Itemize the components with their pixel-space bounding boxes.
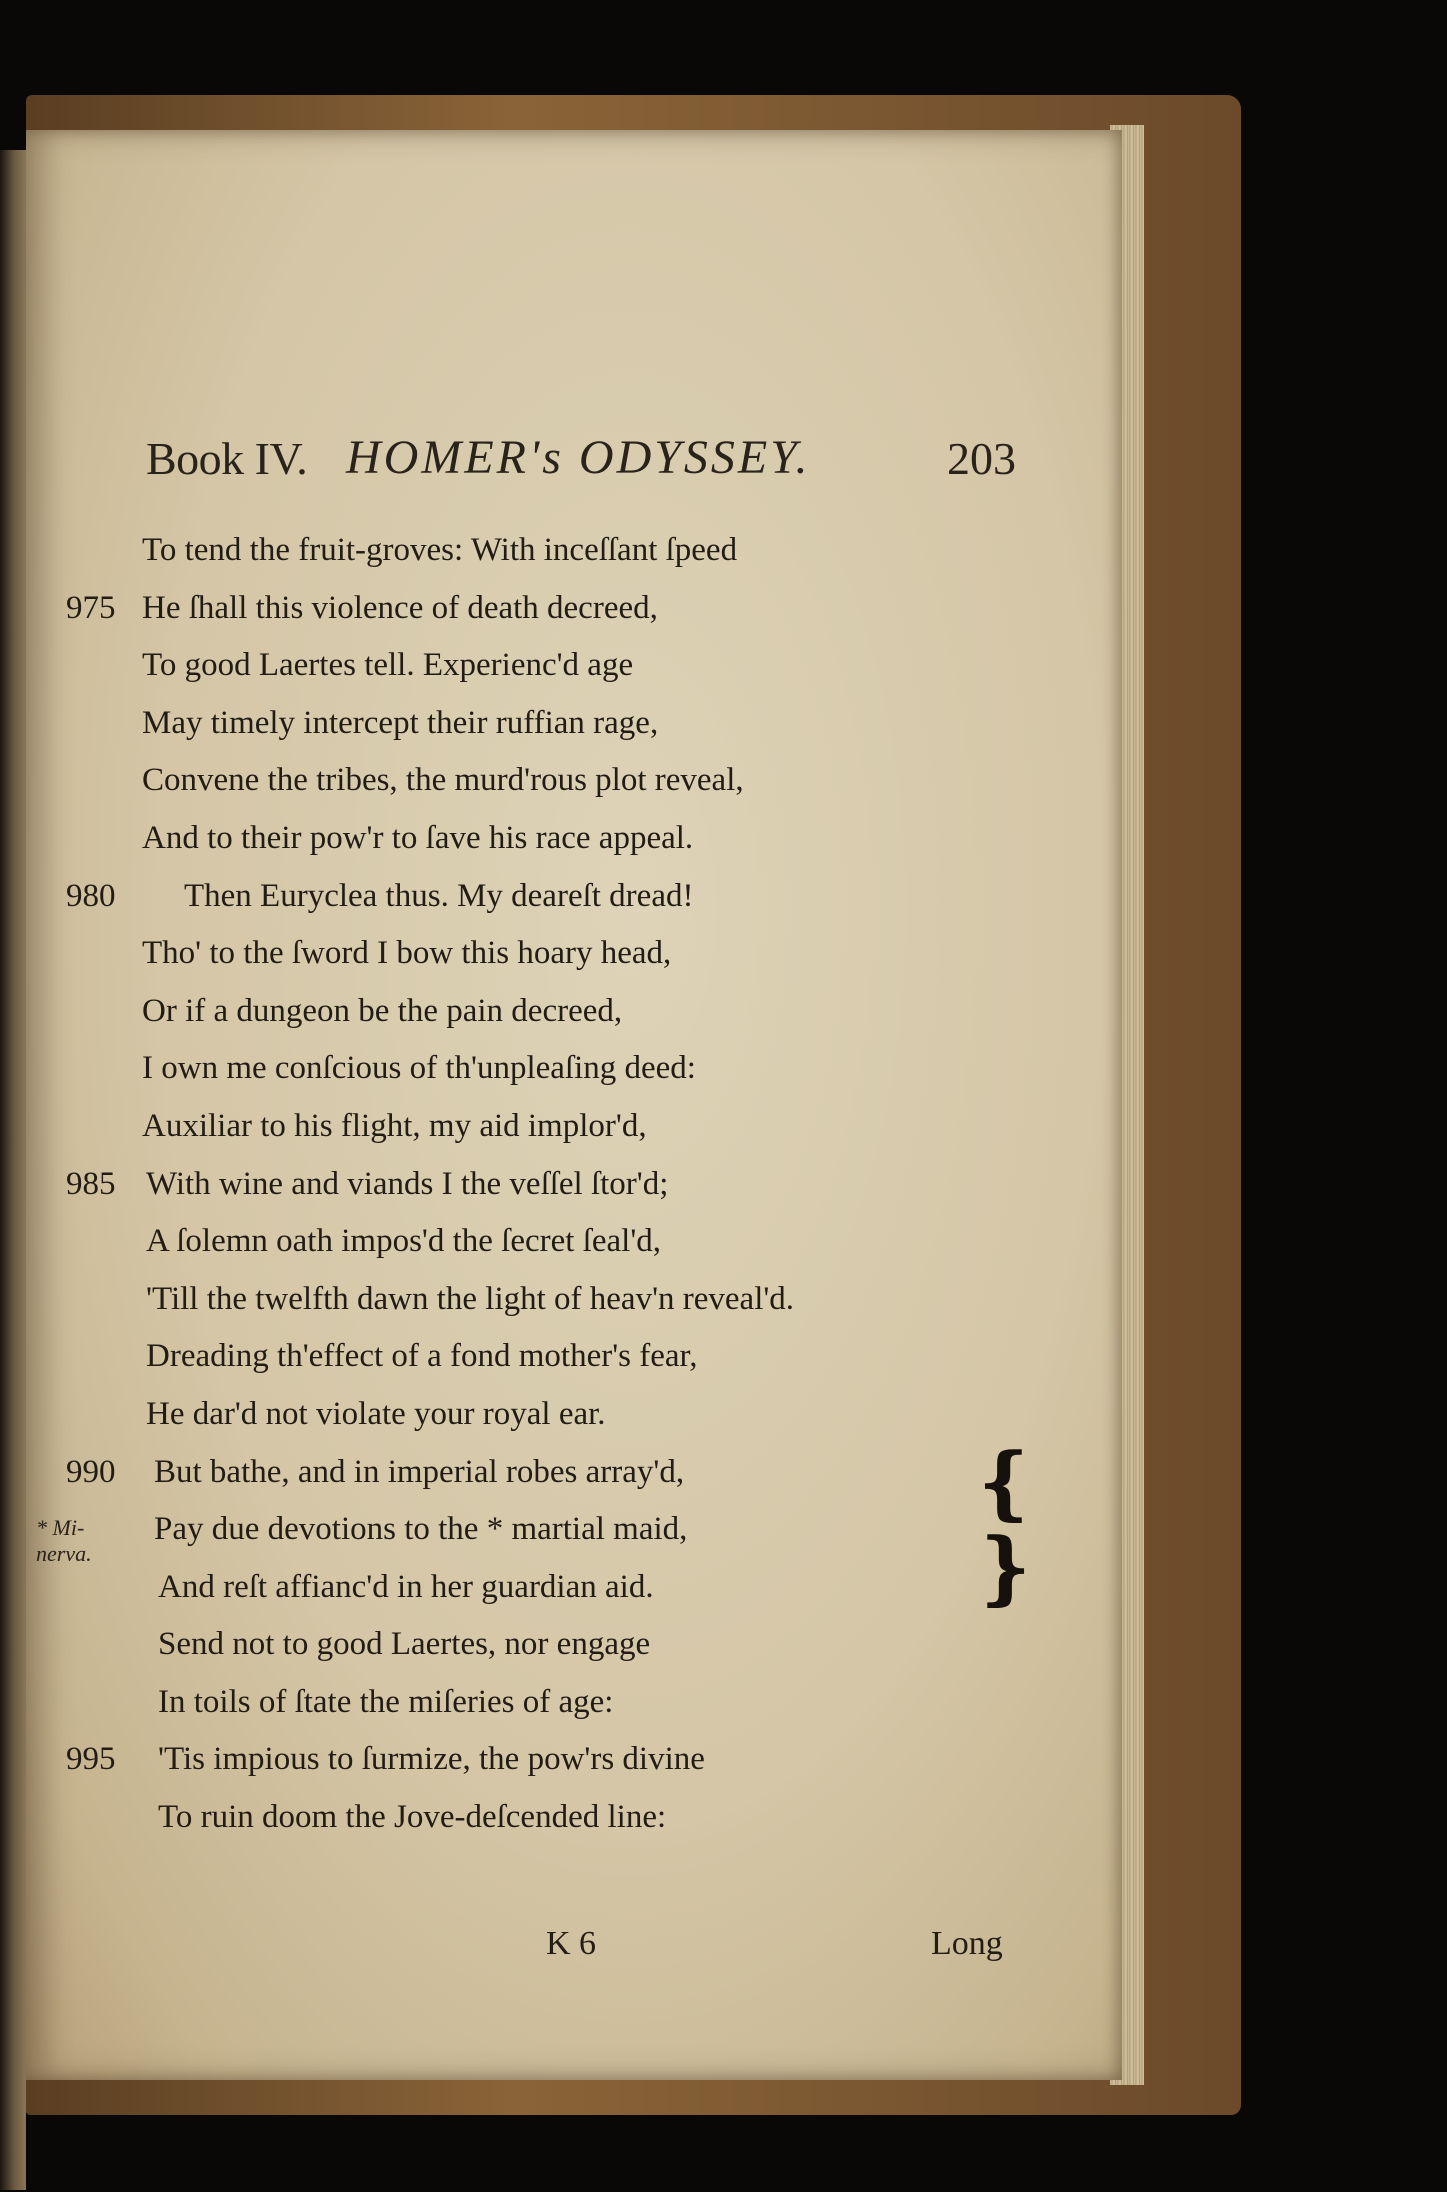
- verse-line: [66, 1098, 1106, 1156]
- verse-text: Then Euryclea thus. My deareſt dread!: [184, 877, 694, 914]
- verse-line: [66, 1731, 1106, 1789]
- verse-text: In toils of ſtate the miſeries of age:: [158, 1683, 614, 1720]
- line-number: 985: [66, 1165, 116, 1202]
- verse-text: And reſt affianc'd in her guardian aid.: [158, 1568, 654, 1605]
- verse-text: I own me conſcious of th'unpleaſing deed:: [142, 1050, 696, 1087]
- verse-line: [66, 1674, 1106, 1732]
- verse-line: [66, 522, 1106, 580]
- verse-text: Dreading th'effect of a fond mother's fear,: [146, 1338, 698, 1375]
- verse-line: [66, 752, 1106, 810]
- margin-note-line: nerva.: [36, 1541, 92, 1566]
- verse-line: [66, 810, 1106, 868]
- verse-text: Auxiliar to his flight, my aid implor'd,: [142, 1107, 647, 1144]
- verse-line: [66, 925, 1106, 983]
- verse-line: [66, 1328, 1106, 1386]
- running-head: [146, 420, 1016, 500]
- verse-line: [66, 983, 1106, 1041]
- verse-text: 'Tis impious to ſurmize, the pow'rs divine: [158, 1741, 705, 1778]
- signature-mark: K 6: [546, 1925, 597, 1962]
- verse-line: [66, 1444, 1106, 1502]
- verse-text: 'Till the twelfth dawn the light of heav'n reveal'd.: [146, 1280, 795, 1317]
- line-number: 980: [66, 877, 116, 914]
- left-page-edge: [0, 150, 26, 2190]
- verse-line: [66, 1789, 1106, 1847]
- verse-text: Pay due devotions to the * martial maid,: [154, 1511, 688, 1548]
- line-number: 975: [66, 589, 116, 626]
- verse-line: [66, 1156, 1106, 1214]
- verse-text: May timely intercept their ruffian rage,: [142, 704, 659, 741]
- verse-text: He ſhall this violence of death decreed,: [142, 589, 658, 626]
- verse-line: [66, 1040, 1106, 1098]
- poem-text: [66, 522, 1106, 1847]
- verse-text: Or if a dungeon be the pain decreed,: [142, 992, 623, 1029]
- verse-line: [66, 637, 1106, 695]
- margin-brace-mark: ❴ ❵: [971, 1436, 1039, 1614]
- verse-text: Tho' to the ſword I bow this hoary head,: [142, 935, 672, 972]
- running-title: HOMER's ODYSSEY.: [346, 431, 811, 484]
- verse-line: [66, 1271, 1106, 1329]
- verse-text: A ſolemn oath impos'd the ſecret ſeal'd,: [146, 1223, 662, 1260]
- verse-text: Convene the tribes, the murd'rous plot reveal,: [142, 762, 744, 799]
- page-number: 203: [947, 433, 1016, 484]
- verse-line: [66, 1213, 1106, 1271]
- line-number: 990: [66, 1453, 116, 1490]
- verse-line: [66, 695, 1106, 753]
- line-number: 995: [66, 1741, 116, 1778]
- verse-line: [66, 1501, 1106, 1559]
- verse-text: To good Laertes tell. Experienc'd age: [142, 647, 634, 684]
- verse-line: [66, 1559, 1106, 1617]
- verse-text: He dar'd not violate your royal ear.: [146, 1395, 606, 1432]
- verse-line: [66, 580, 1106, 638]
- margin-note-line: * Mi-: [36, 1515, 85, 1540]
- verse-text: To ruin doom the Jove-deſcended line:: [158, 1799, 667, 1836]
- catchword: Long: [931, 1925, 1003, 1962]
- verse-text: Send not to good Laertes, nor engage: [158, 1626, 651, 1663]
- verse-text: But bathe, and in imperial robes array'd,: [154, 1453, 685, 1490]
- verse-line: [66, 868, 1106, 926]
- verse-line: [66, 1386, 1106, 1444]
- margin-note: [36, 1515, 92, 1567]
- book-label: Book IV.: [146, 433, 308, 484]
- verse-line: [66, 1616, 1106, 1674]
- verse-text: With wine and viands I the veſſel ſtor'd;: [146, 1165, 669, 1202]
- verse-text: And to their pow'r to ſave his race appeal.: [142, 819, 694, 856]
- book-page: [26, 130, 1122, 2080]
- verse-text: To tend the fruit-groves: With inceſſant ſpeed: [142, 532, 738, 568]
